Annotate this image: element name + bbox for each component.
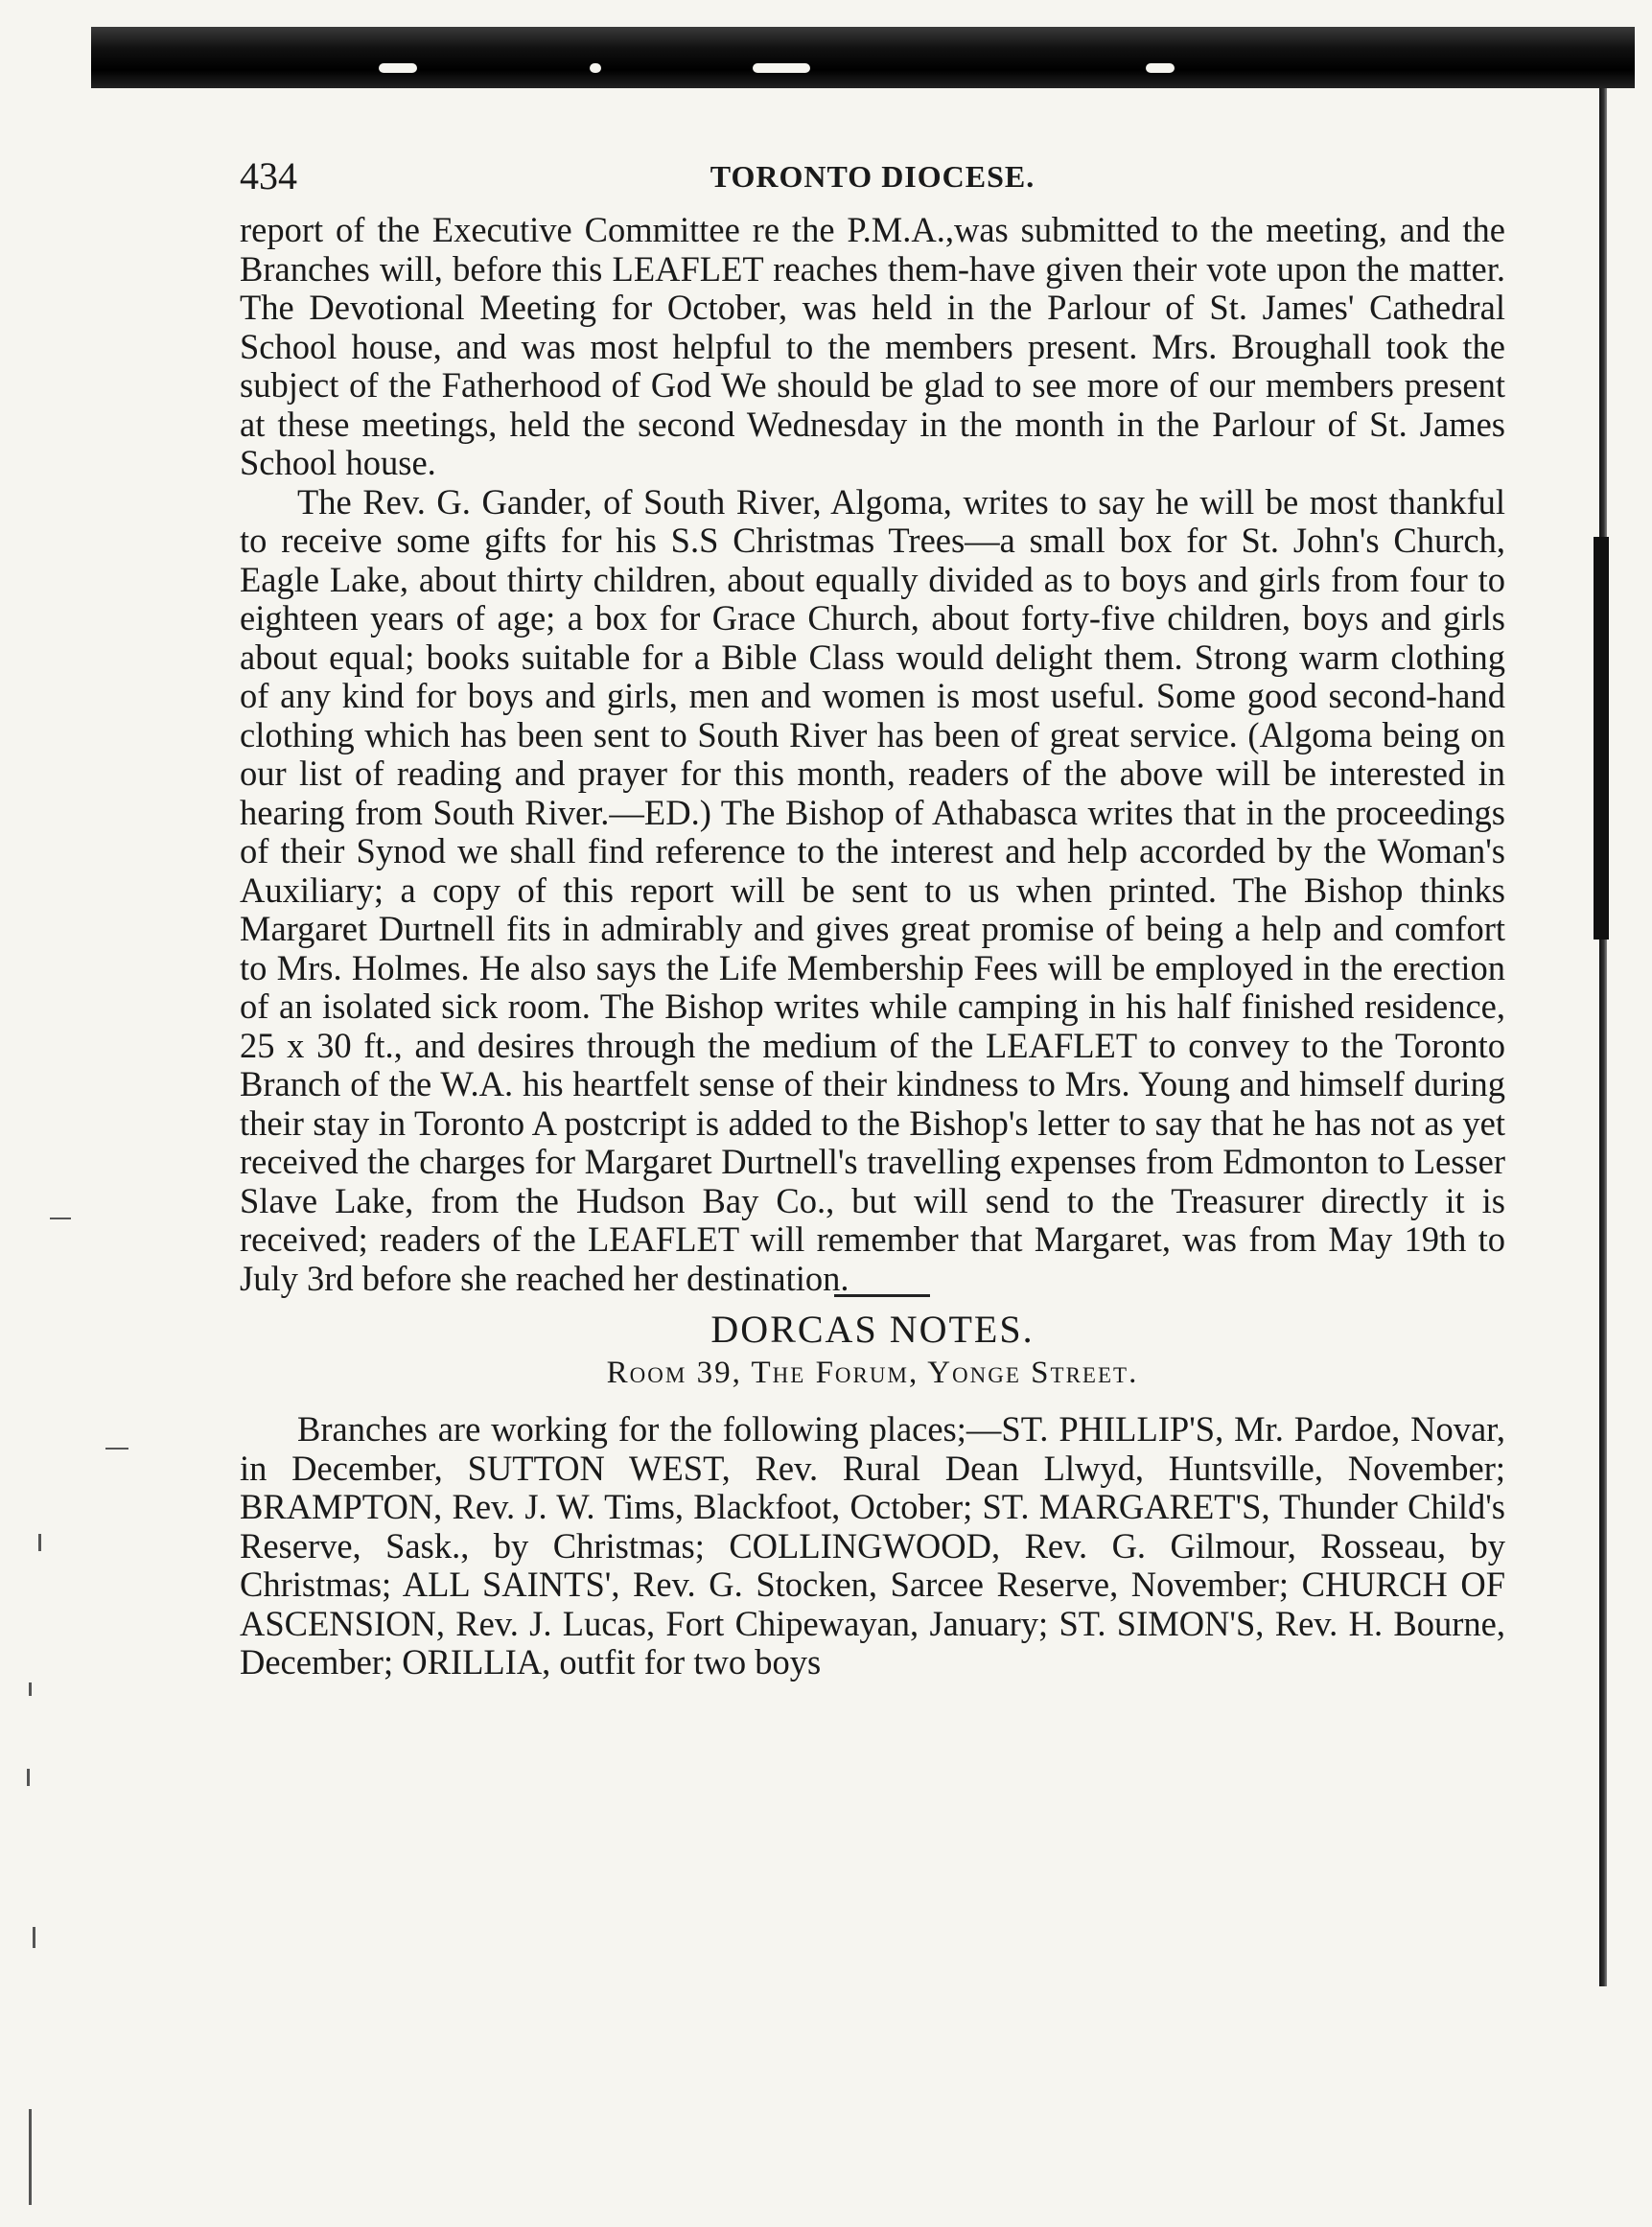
scan-right-edge (1599, 88, 1607, 1986)
scan-top-edge (91, 27, 1635, 88)
running-header (240, 153, 1505, 203)
paragraph-dorcas-branches: Branches are working for the following places;—ST. PHILLIP'S, Mr. Pardoe, Novar, in December, SUTTON WEST, Rev. Rural Dean Llwyd, Huntsville, November; BRAMPTON, Rev. J. W. Tims, Blackfoot, October; ST. MARGARET'S, Thunder Child's Reserve, Sask., by Christmas; COLLINGWOOD, Rev. G. Gilmour, Rosseau, by Christmas; ALL SAINTS', Rev. G. Stocken, Sarcee Reserve, November; CHURCH OF ASCENSION, Rev. J. Lucas, Fort Chipewayan, January; ST. SIMON'S, Rev. H. Bourne, December; ORILLIA, outfit for two boys (240, 1409, 1505, 1682)
section-title: DORCAS NOTES. (710, 1308, 1035, 1351)
paragraph-executive-committee: report of the Executive Committee re the P.M.A.,was submitted to the meeting, and the Branches will, before this LEAFLET reaches them-have given their vote upon the matter. The Devotional Meeting for October, was held in the Parlour of St. James' Cathedral School house, and was most helpful to the members present. Mrs. Broughall took the subject of the Fatherhood of God We should be glad to see more of our members present at these meetings, held the second Wednesday in the month in the Parlour of St. James School house. (240, 210, 1505, 482)
page-number: 434 (240, 154, 297, 197)
page-content (240, 153, 1505, 1682)
scan-left-margin-marks (0, 0, 86, 2227)
running-title: TORONTO DIOCESE. (710, 159, 1035, 194)
scan-right-edge-mark (1594, 537, 1609, 940)
paragraph-south-river: The Rev. G. Gander, of South River, Algoma, writes to say he will be most thankful to receive some gifts for his S.S Christmas Trees—a small box for St. John's Church, Eagle Lake, about thirty children, about equally divided as to boys and girls from four to eighteen years of age; a box for Grace Church, about forty-five children, boys and girls about equal; books suitable for a Bible Class would delight them. Strong warm clothing of any kind for boys and girls, men and women is most useful. Some good second-hand clothing which has been sent to South River has been of great service. (Algoma being on our list of reading and prayer for this month, readers of the above will be interested in hearing from South River.—ED.) The Bishop of Athabasca writes that in the proceedings of their Synod we shall find reference to the interest and help accorded by the Woman's Auxiliary; a copy of this report will be sent to us when printed. The Bishop thinks Margaret Durtnell fits in admirably and gives great promise of being a help and comfort to Mrs. Holmes. He also says the Life Membership Fees will be employed in the erection of an isolated sick room. The Bishop writes while camping in his half finished residence, 25 x 30 ft., and desires through the medium of the LEAFLET to convey to the Toronto Branch of the W.A. his heartfelt sense of their kindness to Mrs. Young and himself during their stay in Toronto A postcript is added to the Bishop's letter to say that he has not as yet received the charges for Margaret Durtnell's travelling expenses from Edmonton to Lesser Slave Lake, from the Hudson Bay Co., but will send to the Treasurer directly it is received; readers of the LEAFLET will remember that Margaret, was from May 19th to July 3rd before she reached her destination. (240, 481, 1505, 1298)
section-subtitle: Room 39, The Forum, Yonge Street. (606, 1356, 1139, 1390)
